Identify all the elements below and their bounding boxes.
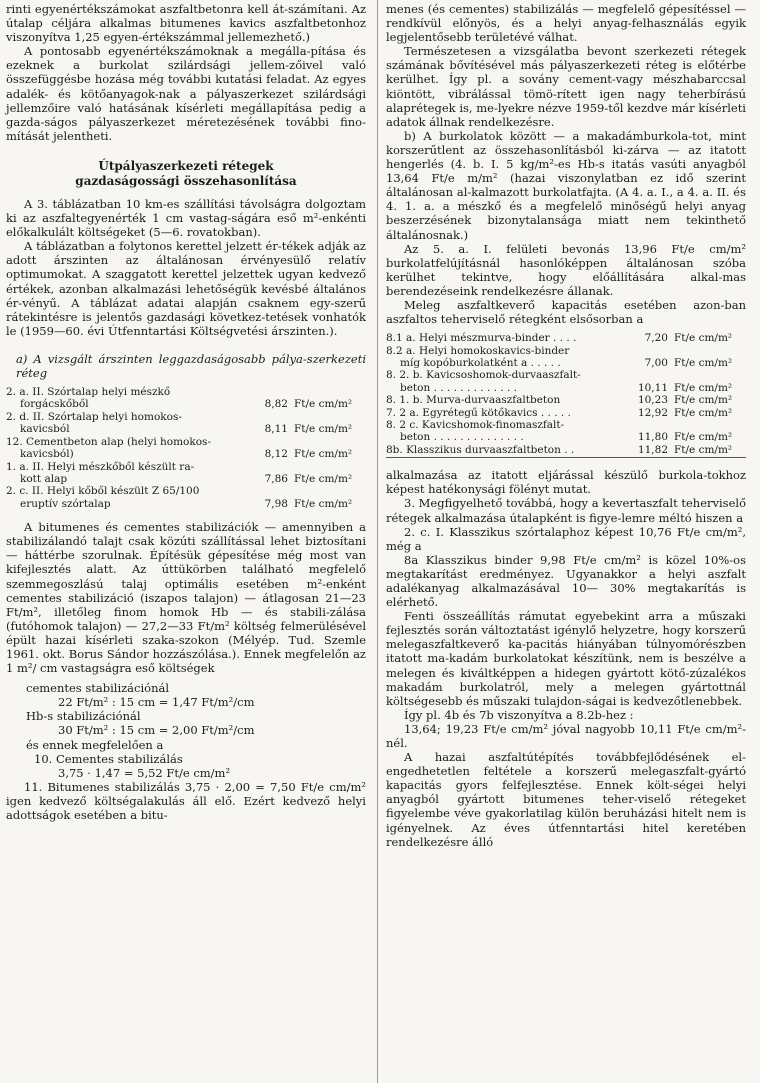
list-item: 7. 2 a. Egyrétegű kötőkavics . . . . . 12,92 Ft/e cm/m² [386,406,733,419]
list-item: beton . . . . . . . . . . . . . . 11,80 Ft/e cm/m² [400,431,733,444]
left-paragraph-3: A 3. táblázatban 10 km-es szállítási távolságra dolgoztam ki az aszfaltegyenérték 1 cm vastag-ságára eső m²-enkénti előkalkulált költségeket (5—6. rovatokban). [6,196,366,240]
list-item: kavicsból) 8,12 Ft/e cm/m² [20,448,353,461]
right-paragraph-7: 3. Megfigyelhető továbbá, hogy a kevertaszfalt teherviselő rétegek alkalmazása útalapként is figye-lemre méltó hiszen a [386,496,746,525]
left-paragraph-5: A bitumenes és cementes stabilizációk — amennyiben a stabilizálandó talajt csak közúti szállítással lehet biztosítani — háttérbe szorulnak. Építésük gépesítése még most van kifejlesztés alatt. Az úttükörben található megfelelő szemmegoszlású talaj optimális esetében m²-enként cementes stabilizáció (iszapos talajon) — átlagosan 21—23 Ft/m², illetőleg finom homok Hb — és stabili-zálása (futóhomok talajon) — 27,2—33 Ft/m² költség felmerülésével épült hazai kísérleti szaka-szokon (Mélyép. Tud. Szemle 1961. okt. Borus Sándor hozzászólása.). Ennek megfelelőn az 1 m²/ cm vastagságra eső költségek [6,520,366,676]
right-paragraph-9: 8a Klasszikus binder 9,98 Ft/e cm/m² is közel 10%-os megtakarítást eredményez. Ugyanakkor a helyi aszfalt adalékanyag alkalmazásával 10— 30% megtakarítás is elérhető. [386,552,746,610]
right-paragraph-3: b) A burkolatok között — a makadámburkola-tot, mint korszerűtlent az összehasonlításból ki-zárva — az itatott hengerlés (4. b. I. 5 kg/m²-es Hb-s itatás vasúti anyagból 13,64 Ft/e m/m² (hazai viszonylatban ez idő szerint általánosan al-kalmazott burkolatfajta. (A 4. a. I., a 4. a. II. és 4. 1. a. a mészkő és a megfelelő minőségű helyi anyag beszerzésének bizonytalansága miatt nem tekinthető általánosnak.) [386,128,746,242]
list-item: 12. Cementbeton alap (helyi homokos- [6,435,211,448]
list-item: 8.1 a. Helyi mészmurva-binder . . . . 7,20 Ft/e cm/m² [386,332,733,345]
section-heading-line-1: Útpályaszerkezeti rétegek [98,158,274,173]
left-paragraph-2: A pontosabb egyenértékszámoknak a megálla-pítása és ezeknek a burkolat szilárdsági jellem-zőivel való összefüggésbe hozása még további kutatási feladat. Az egyes adalék- és kötőanyagok-nak a pályaszerkezet szilárdsági jellemzőire való hatásának kísérleti megállapítása pedig a gazda-ságos pályaszerkezet méretezésének további fino-mítását jelentheti. [6,44,366,143]
list-item: 2. a. II. Szórtalap helyi mészkő [6,386,171,399]
right-paragraph-10: Fenti összeállítás rámutat egyebekint arra a műszaki fejlesztés során változtatást igénylő helyzetre, hogy korszerű melegaszfaltkeverő ka-pacitás hiányában túlnyomórészben itatott ma-kadám burkolatokat készítünk, nem is beszélve a melegen és kiváltképpen a hidegen gyártott kötő-zúzalékos makadám burkolatról, mely a melegen gyártottnál költségesebb és műszaki tulajdon-ságai is kedvezőtlenebbek. [386,609,746,708]
left-column [6,2,366,822]
list-item: 8.2 a. Helyi homokoskavics-binder [386,344,570,357]
left-paragraph-6: 11. Bitumenes stabilizálás 3,75 · 2,00 = 7,50 Ft/e cm/m² igen kedvező költségalakulás áll elő. Ezért kedvező helyi adottságok esetében a bitu- [6,779,366,822]
right-paragraph-11: Így pl. 4b és 7b viszonyítva a 8.2b-hez : [404,707,634,722]
section-heading-line-2: gazdaságossági összehasonlítása [75,173,297,188]
hb-calculation: 30 Ft/m² : 15 cm = 2,00 Ft/m²/cm [58,723,255,738]
section-heading [6,159,366,189]
list-item: beton . . . . . . . . . . . . . 10,11 Ft/e cm/m² [400,381,733,394]
right-paragraph-5: Meleg aszfaltkeverő kapacitás esetében azon-ban aszfaltos teherviselő rétegként elsősorban a [386,297,746,327]
list-item: 8. 2 c. Kavicshomok-finomaszfalt- [386,419,565,431]
cement-calculation: 22 Ft/m² : 15 cm = 1,47 Ft/m²/cm [58,695,255,710]
list-a-table [6,386,366,510]
subheading-a: a) A vizsgált árszinten leggazdaságosabb pálya-szerkezeti réteg [16,351,366,380]
cement-stabilization-label: 10. Cementes stabilizálás [34,751,183,766]
left-paragraph-1: rinti egyenértékszámokat aszfaltbetonra kell át-számítani. Az útalap céljára alkalmas bitumenes kavics aszfaltbetonhoz viszonyítva 1,25 egyen-értékszámmal jellemezhető.) [6,2,366,45]
list-item: 8b. Klasszikus durvaaszfaltbeton . . 11,82 Ft/e cm/m² [386,444,746,458]
right-paragraph-1: menes (és cementes) stabilizálás — megfelelő gépesítéssel — rendkívül előnyös, és a helyi anyag-felhasználás egyik legjelentősebb területévé válhat. [386,2,746,45]
list-item: forgácskőből 8,82 Ft/e cm/m² [20,398,353,411]
list-item: 1. a. II. Helyi mészkőből készült ra- [6,460,195,473]
right-paragraph-8: 2. c. I. Klasszikus szórtalaphoz képest 10,76 Ft/e cm/m², még a [386,524,746,553]
list-item: eruptív szórtalap 7,98 Ft/e cm/m² [20,497,353,510]
right-column [386,2,746,849]
list-item: 2. d. II. Szórtalap helyi homokos- [6,410,182,423]
right-paragraph-13: A hazai aszfaltútépítés továbbfejlődésének el-engedhetetlen feltétele a korszerű melegaszfalt-gyártó kapacitás gyors felfejlesztése. Ennek költ-ségei helyi anyagból gyártott bitumenes teher-viselő rétegeket figyelembe véve gyakorlatilag külön beruházási hitelt nem is igényelnek. Az éves útfenntartási hitel keretében rendelkezésre álló [386,750,746,849]
cement-stabilization-calculation: 3,75 · 1,47 = 5,52 Ft/e cm/m² [58,765,231,780]
list-item: 2. c. II. Helyi kőből készült Z 65/100 [6,485,200,498]
column-divider [377,0,378,1083]
list-item: 8. 2. b. Kavicsoshomok-durvaaszfalt- [386,369,581,382]
list-item: 8. 1. b. Murva-durvaaszfaltbeton 10,23 Ft/e cm/m² [386,394,733,407]
list-item: kavicsból 8,11 Ft/e cm/m² [20,423,353,436]
right-paragraph-2: Természetesen a vizsgálatba bevont szerkezeti rétegek számának bővítésével más pályaszerkezeti réteg is előtérbe kerülhet. Így pl. a sovány cement-vagy mészhabarccsal kiöntött, vibrálással tömö-rített igen nagy teherbírású alaprétegek is, me-lyekre nézve 1959-től kezdve már kísérleti adatok állnak rendelkezésre. [386,44,746,129]
list-item: míg kopóburkolatként a . . . . . 7,00 Ft/e cm/m² [400,356,733,369]
cement-label: cementes stabilizációnál [26,681,170,696]
list-b-table [386,332,746,458]
list-item: kott alap 7,86 Ft/e cm/m² [20,472,353,485]
and-label: és ennek megfelelően a [26,737,164,752]
right-paragraph-4: Az 5. a. I. felületi bevonás 13,96 Ft/e cm/m² burkolatfelújításnál hasonlóképpen általánosan szóba kerülhet tekintve, hogy előállítására alkal-mas berendezéseink rendelkezésre állanak. [386,241,746,298]
hb-label: Hb-s stabilizációnál [26,709,141,724]
right-paragraph-6: alkalmazása az itatott eljárással készülő burkola-tokhoz képest hatékonysági fölényt mutat. [386,468,746,497]
right-paragraph-12: 13,64; 19,23 Ft/e cm/m² jóval nagyobb 10,11 Ft/e cm/m²-nél. [386,721,746,750]
left-paragraph-4: A táblázatban a folytonos kerettel jelzett ér-tékek adják az adott árszinten az általánosan érvényesülő relatív optimumokat. A szaggatott kerettel jelzettek ugyan kedvező értékek, azonban alkalmazási lehetőségük kevésbé általános ér-vényű. A táblázat adatai alapján csaknem egy-szerű rátekintésre is jelentős gazdasági következ-tetések vonhatók le (1959—60. évi Útfenntartási Költségvetési árszinten.). [6,239,366,338]
